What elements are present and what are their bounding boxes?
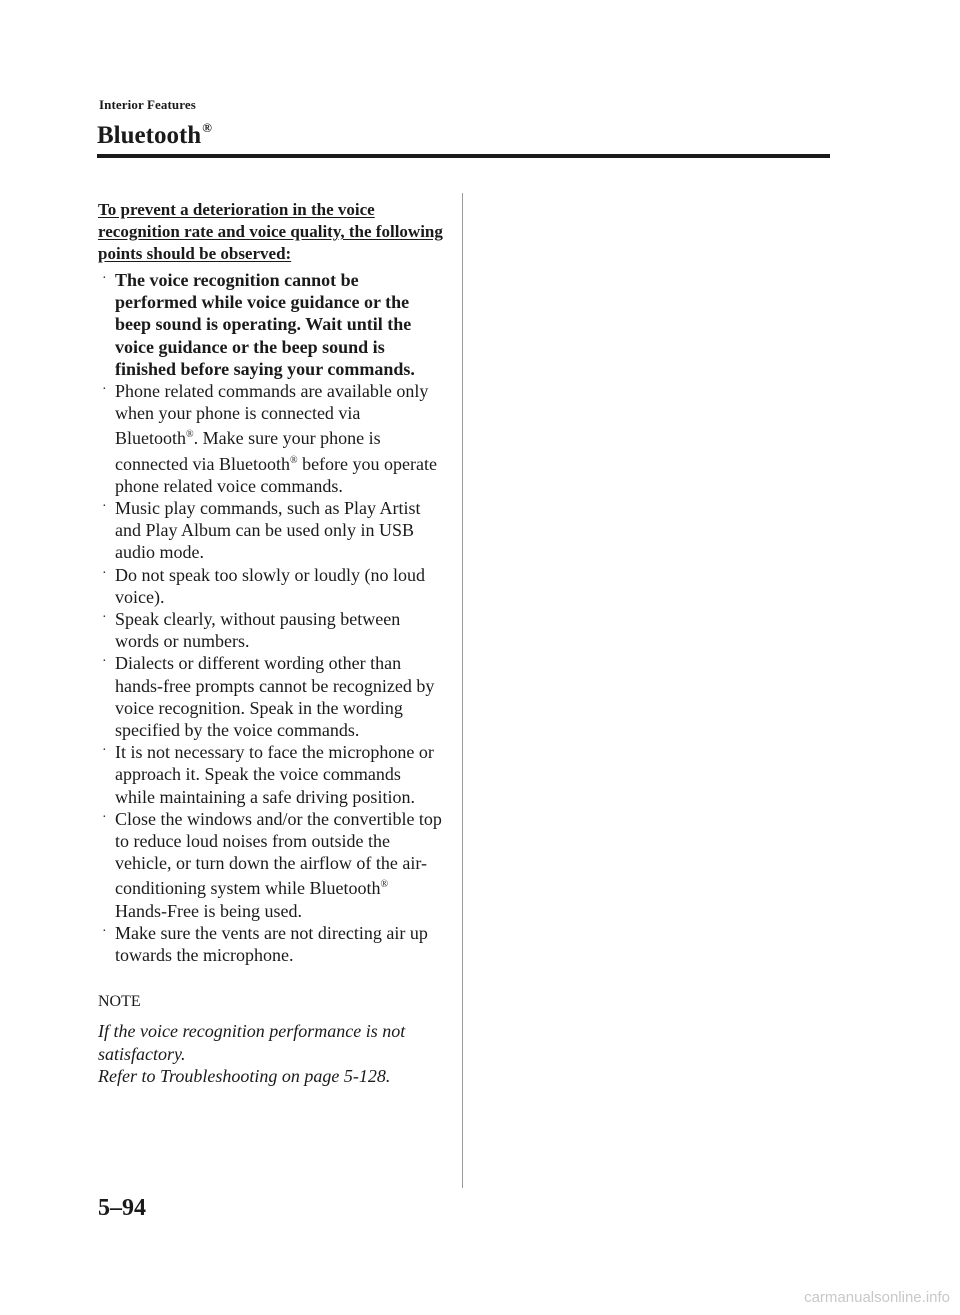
list-item-text: The voice recognition cannot be performed while voice guidance or the beep sound is operating. Wait until the voice guidance or the beep sound is finished before saying your commands. — [115, 270, 415, 379]
list-item-text: Do not speak too slowly or loudly (no loud voice). — [115, 564, 425, 607]
list-item-text: Music play commands, such as Play Artist and Play Album can be used only in USB audio mode. — [115, 498, 421, 563]
list-item — [98, 269, 443, 380]
list-item — [98, 652, 443, 741]
registered-mark: ® — [202, 120, 212, 135]
page-number: 5–94 — [98, 1195, 146, 1221]
note-line: Refer to Troubleshooting on page 5-128. — [98, 1065, 391, 1086]
list-item — [98, 380, 443, 497]
registered-mark: ® — [186, 429, 194, 441]
bullet-icon: · — [102, 271, 107, 286]
list-item-text: Phone related commands are available only when your phone is connected via Bluetooth — [115, 381, 429, 449]
chapter-title-text: Bluetooth — [97, 122, 202, 149]
list-item — [98, 564, 443, 608]
list-item-text: before you operate phone related voice commands. — [115, 453, 437, 496]
left-column — [98, 199, 443, 1087]
bullet-icon: · — [102, 610, 107, 626]
note-label: NOTE — [98, 993, 141, 1011]
note-text — [98, 1020, 443, 1087]
list-item-text: Dialects or different wording other than hands-free prompts cannot be recognized by voice recognition. Speak in the wording specified by the voice commands. — [115, 653, 435, 741]
list-item — [98, 608, 443, 652]
registered-mark: ® — [380, 879, 389, 891]
list-item — [98, 808, 443, 922]
list-item — [98, 497, 443, 564]
list-item-text: It is not necessary to face the microphone or approach it. Speak the voice commands while maintaining a safe driving position. — [115, 742, 434, 807]
subheading: To prevent a deterioration in the voice recognition rate and voice quality, the following points should be observed: — [98, 200, 443, 263]
section-label: Interior Features — [99, 97, 196, 112]
list-item-text: Speak clearly, without pausing between words or numbers. — [115, 609, 401, 652]
registered-mark: ® — [289, 454, 298, 466]
bullet-icon: · — [102, 499, 107, 515]
list-item-text: Close the windows and/or the convertible top to reduce loud noises from outside the vehicle, or turn down the airflow of the air-conditioning system while Bluetooth — [115, 808, 442, 899]
list-item — [98, 741, 443, 808]
bullet-icon: · — [102, 565, 107, 581]
note-line: If the voice recognition performance is not satisfactory. — [98, 1021, 406, 1064]
bullet-icon: · — [102, 743, 107, 759]
chapter-title — [97, 112, 212, 152]
list-item-text: Hands-Free is being used. — [115, 900, 302, 921]
watermark: carmanualsonline.info — [804, 1289, 950, 1306]
header-rule — [97, 154, 830, 158]
bullet-icon: · — [102, 382, 107, 398]
column-divider — [462, 193, 463, 1188]
list-item-text: . Make sure your phone is connected via Bluetooth — [115, 428, 381, 474]
bullet-icon: · — [102, 923, 107, 939]
bullet-icon: · — [102, 809, 107, 825]
list-item — [98, 922, 443, 966]
bullet-list — [98, 269, 443, 966]
bullet-icon: · — [102, 654, 107, 670]
list-item-text: Make sure the vents are not directing air up towards the microphone. — [115, 922, 428, 966]
